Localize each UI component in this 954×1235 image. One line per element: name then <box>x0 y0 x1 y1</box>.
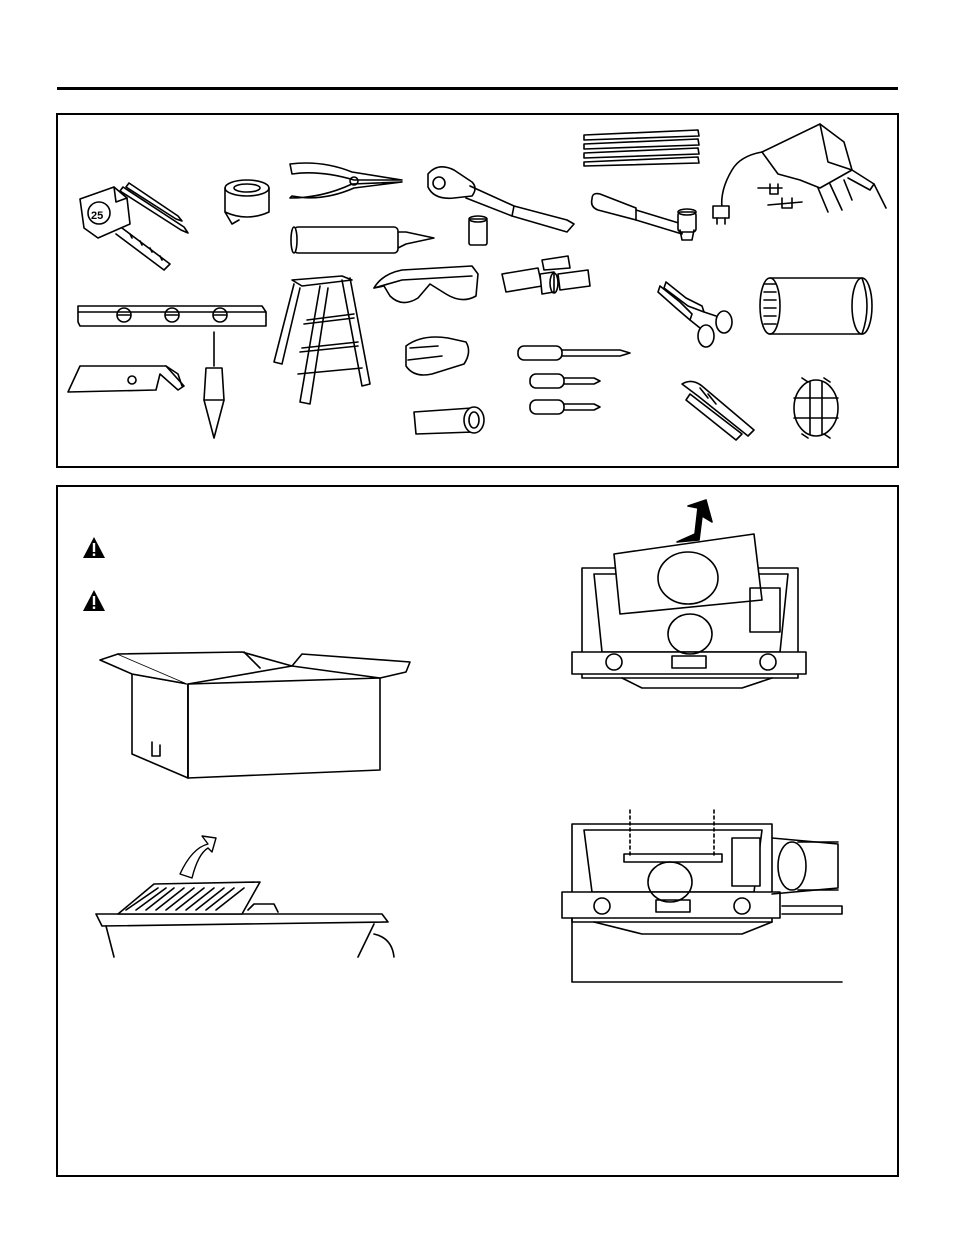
step-ladder-icon <box>274 276 370 404</box>
hood-mounting-figure <box>562 810 842 982</box>
duct-pipe-icon <box>760 278 872 334</box>
remove-filter-figure <box>96 836 394 957</box>
plumb-bob-icon <box>204 332 224 438</box>
safety-glasses-icon <box>374 266 478 303</box>
level-icon <box>78 306 266 326</box>
shipping-carton-figure <box>100 652 410 778</box>
wire-nuts-icon <box>502 256 590 294</box>
socket-icon <box>469 216 487 245</box>
tin-snips-icon <box>658 282 732 347</box>
caulk-tube-icon <box>291 227 434 253</box>
conduit-connector-icon <box>414 407 484 434</box>
power-drill-icon <box>713 124 886 224</box>
remove-template-figure <box>572 500 806 688</box>
nut-driver-icon <box>592 194 696 240</box>
header-rule <box>57 87 898 90</box>
socket-wrench-icon <box>428 167 574 232</box>
work-gloves-icon <box>406 337 469 375</box>
tape-measure-icon <box>80 187 170 270</box>
pencil-icon <box>120 183 188 233</box>
tools-panel <box>56 113 899 468</box>
wood-shims-icon <box>584 130 699 166</box>
utility-knife-icon <box>68 366 184 392</box>
duct-tape-icon <box>225 180 269 224</box>
duct-clamp-icon <box>794 378 838 438</box>
screwdrivers-icon <box>518 346 630 414</box>
needle-nose-pliers-icon <box>290 163 402 198</box>
wire-stripper-icon <box>682 381 754 440</box>
svg-text:25: 25 <box>91 210 104 222</box>
steps-panel <box>56 485 899 1177</box>
